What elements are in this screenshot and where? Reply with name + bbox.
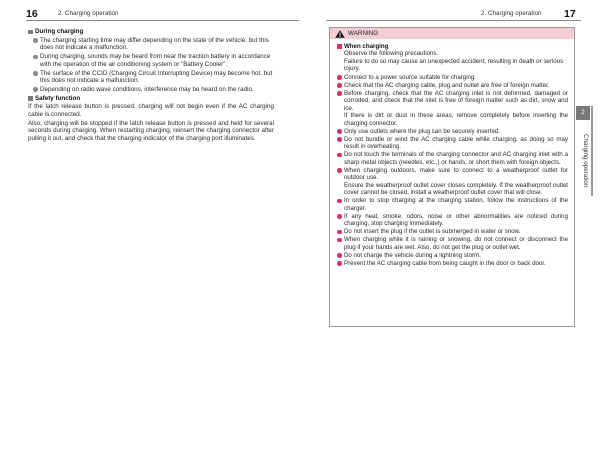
warning-section-heading: [337, 43, 568, 50]
warning-bullet-icon: [337, 253, 342, 258]
warning-bullet-icon: [337, 238, 342, 243]
warning-list-item-text: Do not bundle or wind the AC charging cable while charging, as doing so may result in overheating.: [344, 135, 568, 151]
warning-bullet-icon: [337, 230, 342, 235]
chapter-title-right: 2. Charging operation: [481, 10, 542, 17]
left-column: [28, 28, 274, 144]
list-item: [28, 70, 274, 85]
header-divider-right: [326, 20, 581, 21]
chapter-tab: [576, 106, 590, 120]
chapter-side-label: [578, 134, 590, 204]
bullet-icon: [33, 38, 38, 43]
warning-body: [330, 39, 574, 267]
warning-list-item-text: In order to stop charging at the charging station, follow the instructions of the charger.: [344, 197, 568, 212]
list-item: [28, 37, 274, 52]
warning-list-item: [337, 213, 568, 228]
chapter-title-left: 2. Charging operation: [58, 10, 119, 17]
warning-bullet-icon: [337, 129, 342, 134]
warning-list-item: [337, 197, 568, 212]
warning-list-item: [337, 167, 568, 197]
bullet-icon: [33, 87, 38, 92]
warning-list-item: [337, 136, 568, 151]
chapter-tab-number: 2: [581, 110, 585, 116]
warning-list-item: [337, 82, 568, 89]
warning-list-item: [337, 128, 568, 135]
warning-bullet-icon: [337, 137, 342, 142]
warning-intro: Observe the following precautions. Failure to do so may cause an unexpected accident, resulting in death or serious injury.: [344, 50, 564, 73]
section-title: During charging: [35, 28, 84, 35]
warning-list-item-text: When charging while it is raining or snowing, do not connect or disconnect the plug if your hands are wet. Also, do not get the plug or outlet wet.: [344, 236, 568, 251]
warning-list-item: [337, 252, 568, 259]
during-charging-list: [28, 37, 274, 94]
warning-list-item-text: Only use outlets where the plug can be securely inserted.: [344, 127, 500, 135]
section-square-icon: [337, 44, 342, 49]
warning-list-item-text: Prevent the AC charging cable from being caught in the door or back door.: [344, 259, 546, 267]
page-number-right: 17: [564, 8, 576, 20]
section-square-icon: [28, 96, 33, 101]
warning-header: [330, 28, 574, 39]
warning-list: [337, 74, 568, 267]
warning-bullet-icon: [337, 91, 342, 96]
page-header: [0, 0, 600, 20]
warning-triangle-icon: [335, 30, 345, 38]
warning-list-item: [337, 151, 568, 166]
list-item-text: The charging starting time may differ depending on the state of the vehicle, but this does not indicate a malfunction.: [40, 36, 269, 52]
section-square-icon: [28, 30, 33, 35]
page-number-left: 16: [26, 8, 38, 20]
bullet-icon: [33, 71, 38, 76]
section-title: Safety function: [35, 94, 81, 102]
list-item: [28, 53, 274, 68]
bullet-icon: [33, 55, 38, 60]
warning-bullet-icon: [337, 83, 342, 88]
warning-bullet-icon: [337, 214, 342, 219]
section-safety-function-heading: [28, 95, 274, 103]
warning-bullet-icon: [337, 168, 342, 173]
warning-bullet-icon: [337, 75, 342, 80]
warning-list-item: [337, 228, 568, 235]
warning-label: WARNING: [348, 30, 379, 37]
warning-bullet-icon: [337, 153, 342, 158]
section-during-charging-heading: [28, 28, 274, 36]
list-item-text: During charging, sounds may be heard from near the traction battery in accordance with the operation of the air conditioning system or "Battery Cooler".: [40, 53, 271, 68]
warning-list-item: [337, 74, 568, 81]
warning-bullet-icon: [337, 261, 342, 266]
warning-list-item-text: Check that the AC charging cable, plug and outlet are free of foreign matter.: [344, 81, 550, 89]
paragraph: Also, charging will be stopped if the latch release button is pressed and held for several seconds during charging. When restarting charging, reinsert the charging connector after pulling it out, and check that the charging indicator of the charging port illuminates.: [28, 119, 274, 143]
warning-list-item: [337, 236, 568, 251]
list-item-text: Depending on radio wave conditions, interference may be heard on the radio.: [40, 85, 254, 93]
warning-box: [329, 27, 575, 327]
warning-list-item: [337, 260, 568, 267]
warning-list-item-text: Connect to a power source suitable for charging.: [344, 73, 477, 81]
warning-list-item-text: Do not touch the terminals of the charging connector and AC charging inlet with a sharp metal objects (needles, etc.,) or hands, or short them with foreign objects.: [344, 151, 568, 166]
warning-list-item-text: Do not insert the plug if the outlet is submerged in water or snow.: [344, 228, 521, 236]
paragraph: If the latch release button is pressed, charging will not begin even if the AC charging cable is connected.: [28, 103, 274, 119]
warning-section-title: When charging: [344, 43, 389, 50]
warning-list-item-text: When charging outdoors, make sure to connect to a weatherproof outlet for outdoor use. Ensure the weatherproof outlet cover closes completely. If the weatherproof outlet cover cannot be closed, install a weatherproof outlet cover that will close.: [344, 166, 568, 197]
list-item-text: The surface of the CCID (Charging Circuit Interrupting Device) may become hot, but this does not indicate a malfunction.: [40, 69, 273, 85]
warning-list-item-text: Do not charge the vehicle during a lightning storm.: [344, 251, 481, 259]
list-item: [28, 86, 274, 94]
warning-list-item-text: If any heat, smoke, odors, noise or other abnormalities are noticed during charging, stop charging immediately.: [344, 212, 568, 228]
warning-list-item-text: Before charging, check that the AC charging inlet is not deformed, damaged or corroded, and check that the inlet is free of foreign matter such as dirt, snow and ice. If there is dirt or dust in these areas, remove completely before inserting the charging connector.: [344, 89, 568, 127]
warning-list-item: [337, 90, 568, 127]
chapter-side-label-text: Charging operation: [582, 134, 589, 188]
warning-bullet-icon: [337, 199, 342, 204]
header-divider-left: [26, 20, 299, 21]
chapter-side-bar: [591, 106, 593, 196]
